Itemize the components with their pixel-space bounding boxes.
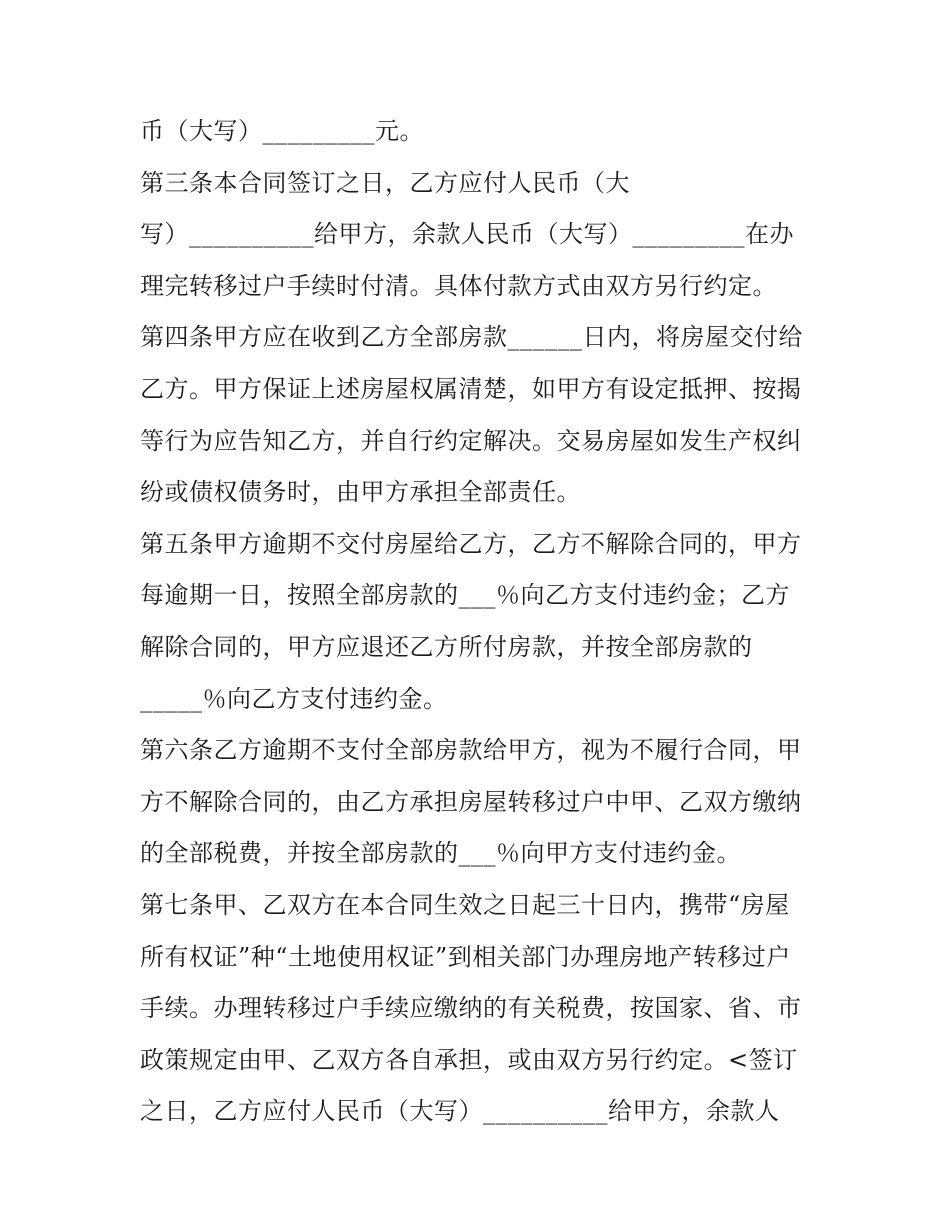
text-line: 第三条本合同签订之日，乙方应付人民币（大 <box>140 168 630 197</box>
text-line: 手续。办理转移过户手续应缴纳的有关税费，按国家、省、市 <box>140 994 802 1023</box>
text-line: 的全部税费，并按全部房款的___％向甲方支付违约金。 <box>140 839 741 868</box>
text-line: 第五条甲方逾期不交付房屋给乙方，乙方不解除合同的，甲方 <box>140 529 802 558</box>
text-line: 解除合同的，甲方应退还乙方所付房款，并按全部房款的 <box>140 632 753 661</box>
text-line: 第四条甲方应在收到乙方全部房款______日内，将房屋交付给 <box>140 323 803 352</box>
text-line: 纷或债权债务时，由甲方承担全部责任。 <box>140 478 581 507</box>
document-body <box>140 106 820 1138</box>
text-line: 所有权证”种“土地使用权证”到相关部门办理房地产转移过户 <box>140 942 791 971</box>
text-line: 第七条甲、乙双方在本合同生效之日起三十日内，携带“房屋 <box>140 890 790 919</box>
text-line: _____％向乙方支付违约金。 <box>140 684 448 713</box>
text-line: 第六条乙方逾期不支付全部房款给甲方，视为不履行合同，甲 <box>140 736 802 765</box>
text-line: 政策规定由甲、乙双方各自承担，或由双方另行约定。<签订 <box>140 1045 798 1074</box>
text-line: 之日，乙方应付人民币（大写）__________给甲方，余款人 <box>140 1097 780 1126</box>
text-line: 理完转移过户手续时付清。具体付款方式由双方另行约定。 <box>140 271 777 300</box>
text-line: 写）__________给甲方，余款人民币（大写）_________在办 <box>140 220 794 249</box>
text-line: 每逾期一日，按照全部房款的___％向乙方支付违约金；乙方 <box>140 581 790 610</box>
text-line: 方不解除合同的，由乙方承担房屋转移过户中甲、乙双方缴纳 <box>140 787 802 816</box>
text-line: 等行为应告知乙方，并自行约定解决。交易房屋如发生产权纠 <box>140 426 802 455</box>
text-line: 币（大写）_________元。 <box>140 117 424 145</box>
text-line: 乙方。甲方保证上述房屋权属清楚，如甲方有设定抵押、按揭 <box>140 374 802 403</box>
